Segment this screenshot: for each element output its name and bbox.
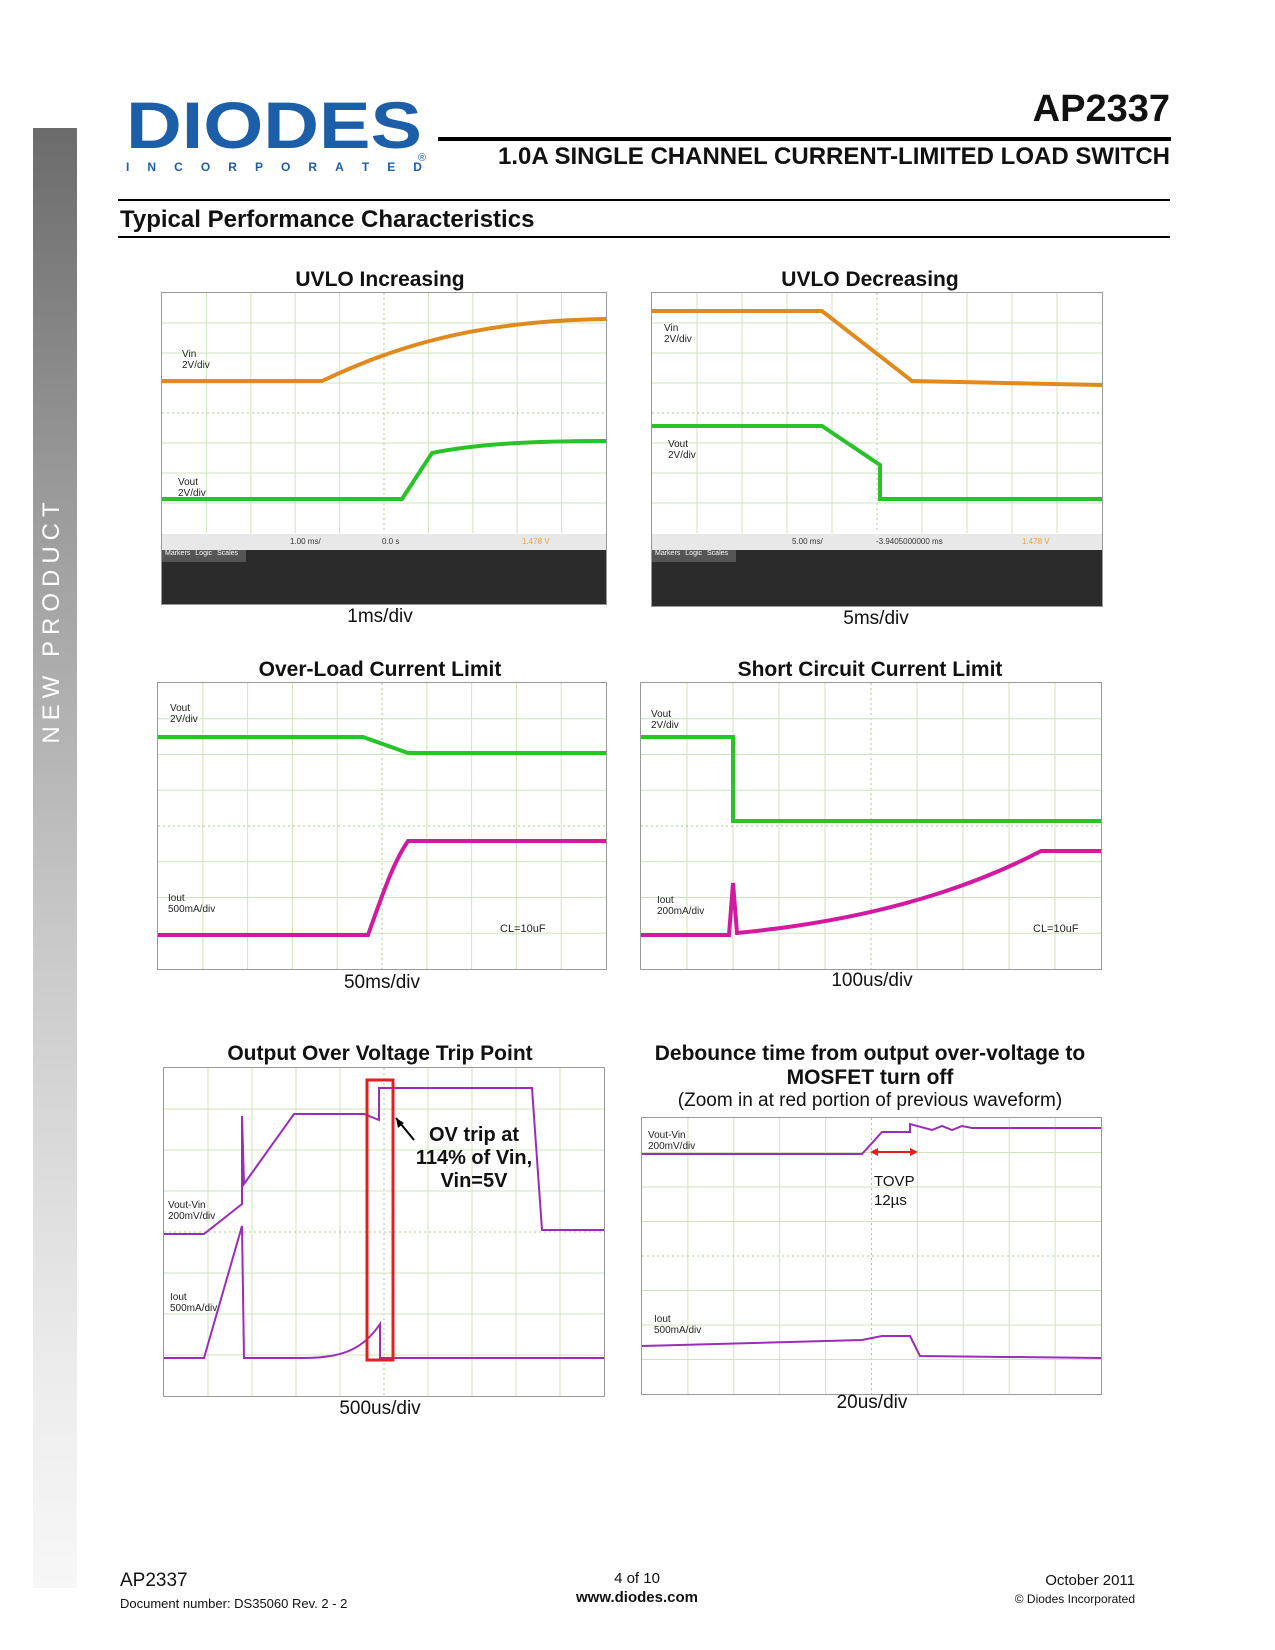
chart-subtitle-debounce: (Zoom in at red portion of previous waveform) xyxy=(677,1090,1063,1111)
document-subtitle: 1.0A SINGLE CHANNEL CURRENT-LIMITED LOAD SWITCH xyxy=(497,143,1170,170)
h-scale-box[interactable]: 5.00 ms/ xyxy=(792,537,823,546)
vin-label: Vin 2V/div xyxy=(664,323,692,345)
scope-uvlo-increasing xyxy=(161,292,607,605)
diodes-logo xyxy=(126,100,426,152)
scope-debounce xyxy=(641,1117,1102,1395)
section-rule-top xyxy=(118,199,1170,201)
scope-ov-trip xyxy=(163,1067,605,1397)
registered-mark: ® xyxy=(418,152,427,164)
h-scale-box[interactable]: 1.00 ms/ xyxy=(290,537,321,546)
iout-label: Iout 200mA/div xyxy=(657,895,705,917)
scale-debounce: 20us/div xyxy=(836,1392,908,1413)
iout-label: Iout 500mA/div xyxy=(170,1292,218,1314)
scope-toolbar xyxy=(652,534,1102,550)
vin-label: Vin 2V/div xyxy=(182,349,210,371)
trigger-box[interactable]: 1.478 V xyxy=(522,537,550,546)
chart-title-ov-trip: Output Over Voltage Trip Point xyxy=(227,1042,533,1065)
part-number: AP2337 xyxy=(1032,88,1170,130)
chart-title-uvlo-increasing: UVLO Increasing xyxy=(295,268,465,291)
scope-tabs[interactable]: Markers Logic Scales xyxy=(162,550,246,562)
logo-incorporated: I N C O R P O R A T E D xyxy=(126,160,422,174)
scope-overload xyxy=(157,682,607,970)
position-box[interactable]: 0.0 s xyxy=(382,537,400,546)
scope-grid xyxy=(642,1118,1101,1394)
section-rule-bottom xyxy=(118,236,1170,238)
scale-uvlo-increasing: 1ms/div xyxy=(347,606,413,627)
footer-date: October 2011 xyxy=(1045,1572,1135,1589)
scale-short-circuit: 100us/div xyxy=(831,970,913,991)
chart-title-debounce: Debounce time from output over-voltage to MOSFET turn off xyxy=(654,1042,1086,1089)
chart-title-overload: Over-Load Current Limit xyxy=(258,658,502,681)
scope-grid xyxy=(641,683,1101,969)
iout-label: Iout 500mA/div xyxy=(168,893,216,915)
vout-vin-label: Vout-Vin 200mV/div xyxy=(648,1130,696,1152)
scale-overload: 50ms/div xyxy=(343,972,421,993)
section-title: Typical Performance Characteristics xyxy=(120,206,535,233)
scope-tabs[interactable]: Markers Logic Scales xyxy=(652,550,736,562)
ov-trip-annotation: OV trip at 114% of Vin, Vin=5V xyxy=(415,1124,533,1192)
zoom-highlight-box xyxy=(367,1080,393,1360)
footer-website[interactable]: www.diodes.com xyxy=(576,1589,698,1606)
chart-title-uvlo-decreasing: UVLO Decreasing xyxy=(781,268,959,291)
ov-trip-plot xyxy=(164,1068,604,1396)
vout-label: Vout 2V/div xyxy=(668,439,696,461)
iout-label: Iout 500mA/div xyxy=(654,1314,702,1336)
new-product-label: NEW PRODUCT xyxy=(38,496,65,744)
footer-page: 4 of 10 xyxy=(614,1570,660,1587)
svg-text:DIODES: DIODES xyxy=(126,100,422,152)
position-box[interactable]: -3.9405000000 ms xyxy=(876,537,943,546)
scope-uvlo-decreasing xyxy=(651,292,1103,607)
footer-copyright: © Diodes Incorporated xyxy=(1014,1592,1135,1606)
debounce-plot xyxy=(642,1118,1101,1394)
scope-control-bar xyxy=(652,534,1102,606)
side-bar xyxy=(33,128,77,1588)
chart-title-short-circuit: Short Circuit Current Limit xyxy=(737,658,1003,681)
vout-vin-label: Vout-Vin 200mV/div xyxy=(168,1200,216,1222)
scope-grid xyxy=(164,1068,604,1396)
footer-part: AP2337 xyxy=(120,1570,188,1591)
scope-short-circuit xyxy=(640,682,1102,970)
vout-label: Vout 2V/div xyxy=(170,703,198,725)
load-cap-note: CL=10uF xyxy=(1033,923,1079,935)
footer-doc-number: Document number: DS35060 Rev. 2 - 2 xyxy=(120,1596,348,1611)
tovp-annotation: TOVP 12µs xyxy=(874,1173,915,1209)
scale-uvlo-decreasing: 5ms/div xyxy=(843,608,909,629)
trigger-box[interactable]: 1.478 V xyxy=(1022,537,1050,546)
scope-toolbar xyxy=(162,534,606,550)
header-rule xyxy=(438,137,1171,141)
vout-label: Vout 2V/div xyxy=(651,709,679,731)
vout-label: Vout 2V/div xyxy=(178,477,206,499)
scope-control-bar xyxy=(162,534,606,604)
scale-ov-trip: 500us/div xyxy=(339,1398,421,1419)
load-cap-note: CL=10uF xyxy=(500,923,546,935)
short-circuit-plot xyxy=(641,683,1101,969)
